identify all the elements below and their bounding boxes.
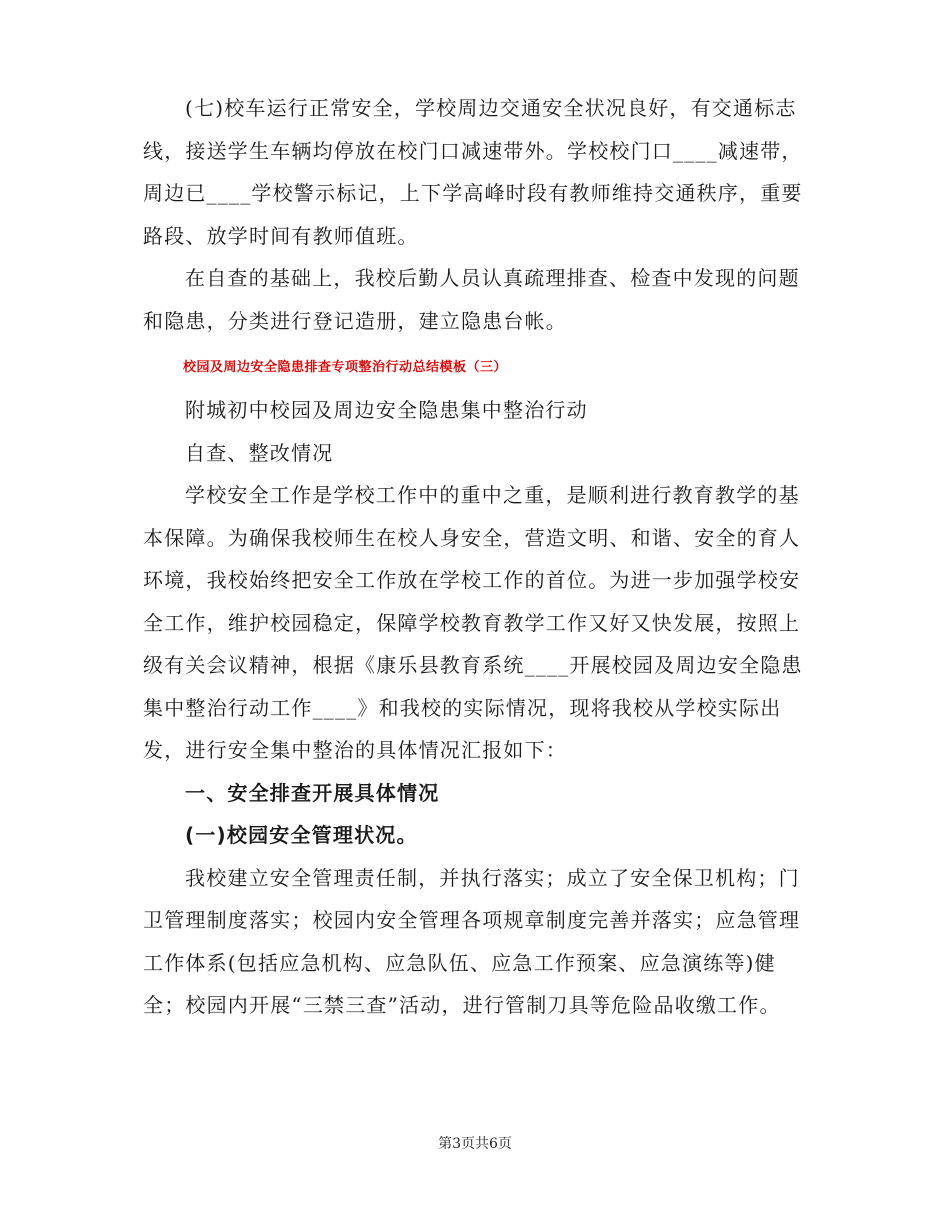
heading-level-1: 一、安全排查开展具体情况 [185,780,440,805]
paragraph-management: 我校建立安全管理责任制，并执行落实；成立了安全保卫机构；门卫管理制度落实；校园内安全管理各项规章制度完善并落实；应急管理工作体系(包括应急机构、应急队伍、应急工作预案、应急演练等)健全；校园内开展“三禁三查”活动，进行管制刀具等危险品收缴工作。 [143,865,801,1017]
report-title-line-2: 自查、整改情况 [185,440,334,465]
paragraph-text: (七)校车运行正常安全，学校周边交通安全状况良好，有交通标志线，接送学生车辆均停放在校门口减速带外。学校校门口____减速带，周边已____学校警示标记，上下学高峰时段有教师维持交通秩序，重要路段、放学时间有教师值班。 [143,96,803,248]
report-title-line-1: 附城初中校园及周边安全隐患集中整治行动 [185,398,588,422]
report-body [143,389,803,1027]
page-footer: 第3页共6页 [438,1136,512,1152]
heading-level-2: (一)校园安全管理状况。 [185,823,418,847]
paragraph-school-bus [143,87,803,257]
paragraph-self-check [143,257,803,342]
paragraph-text: 在自查的基础上，我校后勤人员认真疏理排查、检查中发现的问题和隐患，分类进行登记造册，建立隐患台帐。 [143,266,800,333]
paragraph-intro: 学校安全工作是学校工作中的重中之重，是顺利进行教育教学的基本保障。为确保我校师生在校人身安全，营造文明、和谐、安全的育人环境，我校始终把安全工作放在学校工作的首位。为进一步加强学校安全工作，维护校园稳定，保障学校教育教学工作又好又快发展，按照上级有关会议精神，根据《康乐县教育系统____开展校园及周边安全隐患集中整治行动工作____》和我校的实际情况，现将我校从学校实际出发，进行安全集中整治的具体情况汇报如下： [143,483,803,762]
section-title: 校园及周边安全隐患排查专项整治行动总结模板（三） [183,360,508,375]
